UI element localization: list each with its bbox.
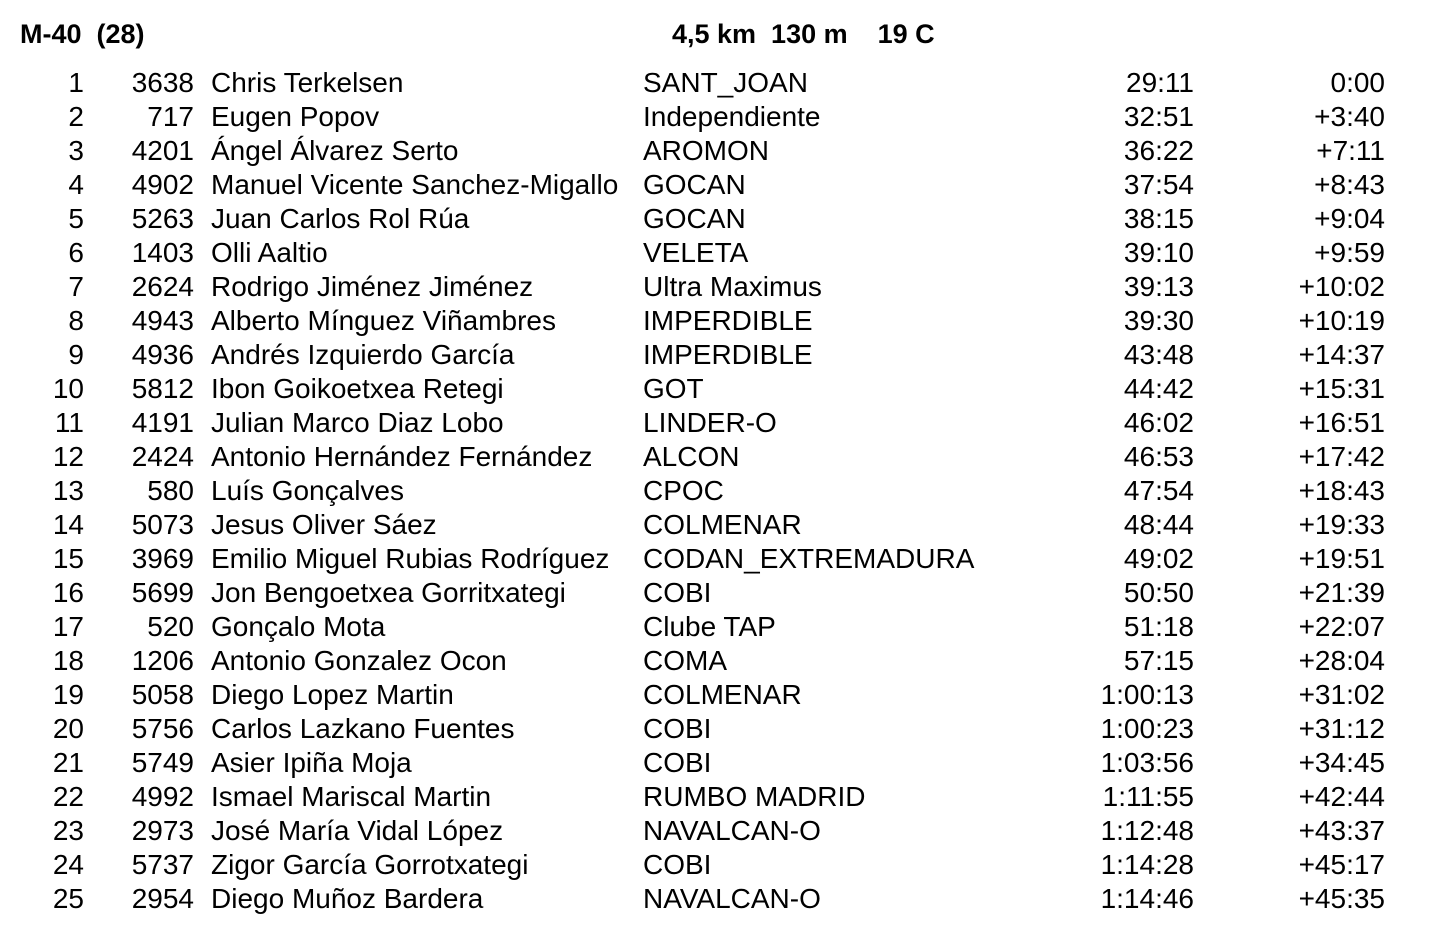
time-behind-cell: +10:19 (1298, 305, 1385, 336)
results-header (0, 14, 1442, 54)
result-row (0, 440, 1442, 474)
time-behind-cell: +7:11 (1316, 135, 1385, 166)
runner-name-cell: Jesus Oliver Sáez (211, 509, 437, 540)
club-cell: COBI (643, 577, 712, 608)
finish-time-cell: 37:54 (1123, 169, 1194, 200)
position-cell: 9 (68, 339, 84, 370)
finish-time-cell: 1:03:56 (1100, 747, 1194, 778)
result-row (0, 202, 1442, 236)
result-row (0, 372, 1442, 406)
bib-number-cell: 4191 (131, 407, 194, 438)
finish-time-cell: 29:11 (1126, 67, 1194, 98)
bib-number-cell: 520 (147, 611, 194, 642)
club-cell: SANT_JOAN (643, 67, 808, 98)
club-cell: GOT (643, 373, 704, 404)
position-cell: 6 (68, 237, 84, 268)
result-row (0, 134, 1442, 168)
club-cell: LINDER-O (643, 407, 777, 438)
course-info: 4,5 km 130 m 19 C (672, 19, 935, 49)
club-cell: COBI (643, 713, 712, 744)
bib-number-cell: 2624 (131, 271, 194, 302)
bib-number-cell: 5058 (131, 679, 194, 710)
runner-name-cell: Diego Lopez Martin (211, 679, 454, 710)
club-cell: Ultra Maximus (643, 271, 822, 302)
bib-number-cell: 3969 (131, 543, 194, 574)
finish-time-cell: 39:30 (1123, 305, 1194, 336)
runner-name-cell: José María Vidal López (211, 815, 504, 846)
time-behind-cell: +31:12 (1298, 713, 1385, 744)
runner-name-cell: Alberto Mínguez Viñambres (211, 305, 556, 336)
time-behind-cell: +43:37 (1298, 815, 1385, 846)
runner-name-cell: Luís Gonçalves (211, 475, 404, 506)
result-row (0, 168, 1442, 202)
position-cell: 21 (52, 747, 84, 778)
time-behind-cell: +19:51 (1298, 543, 1385, 574)
position-cell: 5 (68, 203, 84, 234)
result-row (0, 304, 1442, 338)
club-cell: COMA (643, 645, 727, 676)
runner-name-cell: Olli Aaltio (211, 237, 328, 268)
club-cell: IMPERDIBLE (643, 339, 813, 370)
runner-name-cell: Eugen Popov (211, 101, 380, 132)
runner-name-cell: Asier Ipiña Moja (211, 747, 412, 778)
position-cell: 1 (68, 67, 84, 98)
position-cell: 10 (52, 373, 84, 404)
finish-time-cell: 1:11:55 (1102, 781, 1194, 812)
time-behind-cell: 0:00 (1330, 67, 1385, 98)
runner-name-cell: Ángel Álvarez Serto (211, 135, 459, 166)
position-cell: 11 (54, 407, 84, 438)
time-behind-cell: +18:43 (1298, 475, 1385, 506)
time-behind-cell: +3:40 (1314, 101, 1385, 132)
club-cell: RUMBO MADRID (643, 781, 866, 812)
position-cell: 18 (52, 645, 84, 676)
runner-name-cell: Manuel Vicente Sanchez-Migallo (211, 169, 619, 200)
runner-name-cell: Gonçalo Mota (211, 611, 386, 642)
time-behind-cell: +22:07 (1298, 611, 1385, 642)
position-cell: 7 (68, 271, 84, 302)
club-cell: IMPERDIBLE (643, 305, 813, 336)
time-behind-cell: +17:42 (1298, 441, 1385, 472)
club-cell: COBI (643, 849, 712, 880)
position-cell: 20 (52, 713, 84, 744)
bib-number-cell: 2424 (131, 441, 194, 472)
club-cell: VELETA (643, 237, 749, 268)
finish-time-cell: 38:15 (1123, 203, 1194, 234)
time-behind-cell: +21:39 (1298, 577, 1385, 608)
position-cell: 2 (68, 101, 84, 132)
finish-time-cell: 43:48 (1123, 339, 1194, 370)
bib-number-cell: 1206 (131, 645, 194, 676)
club-cell: GOCAN (643, 169, 746, 200)
result-row (0, 338, 1442, 372)
position-cell: 4 (68, 169, 84, 200)
runner-name-cell: Andrés Izquierdo García (211, 339, 515, 370)
result-row (0, 644, 1442, 678)
runner-name-cell: Carlos Lazkano Fuentes (211, 713, 515, 744)
result-row (0, 746, 1442, 780)
result-row (0, 66, 1442, 100)
result-row (0, 542, 1442, 576)
finish-time-cell: 44:42 (1123, 373, 1194, 404)
time-behind-cell: +14:37 (1298, 339, 1385, 370)
bib-number-cell: 4943 (131, 305, 194, 336)
result-row (0, 848, 1442, 882)
runner-name-cell: Rodrigo Jiménez Jiménez (211, 271, 534, 302)
time-behind-cell: +45:35 (1298, 883, 1385, 914)
runner-name-cell: Chris Terkelsen (211, 67, 404, 98)
results-table (0, 66, 1442, 916)
position-cell: 14 (52, 509, 84, 540)
bib-number-cell: 5263 (131, 203, 194, 234)
runner-name-cell: Ibon Goikoetxea Retegi (211, 373, 504, 404)
time-behind-cell: +15:31 (1298, 373, 1385, 404)
result-row (0, 882, 1442, 916)
time-behind-cell: +45:17 (1298, 849, 1385, 880)
position-cell: 12 (52, 441, 84, 472)
result-row (0, 508, 1442, 542)
time-behind-cell: +34:45 (1298, 747, 1385, 778)
bib-number-cell: 5073 (131, 509, 194, 540)
club-cell: Clube TAP (643, 611, 776, 642)
time-behind-cell: +8:43 (1314, 169, 1385, 200)
finish-time-cell: 57:15 (1123, 645, 1194, 676)
finish-time-cell: 39:13 (1123, 271, 1194, 302)
result-row (0, 406, 1442, 440)
club-cell: CPOC (643, 475, 724, 506)
result-row (0, 780, 1442, 814)
position-cell: 3 (68, 135, 84, 166)
finish-time-cell: 47:54 (1123, 475, 1194, 506)
result-row (0, 100, 1442, 134)
time-behind-cell: +9:59 (1314, 237, 1385, 268)
finish-time-cell: 1:00:23 (1100, 713, 1194, 744)
time-behind-cell: +9:04 (1314, 203, 1385, 234)
runner-name-cell: Ismael Mariscal Martin (211, 781, 492, 812)
category-title: M-40 (28) (20, 19, 145, 49)
runner-name-cell: Zigor García Gorrotxategi (211, 849, 529, 880)
finish-time-cell: 32:51 (1123, 101, 1194, 132)
club-cell: AROMON (643, 135, 769, 166)
position-cell: 15 (52, 543, 84, 574)
bib-number-cell: 1403 (131, 237, 194, 268)
bib-number-cell: 4992 (131, 781, 194, 812)
finish-time-cell: 1:14:28 (1100, 849, 1194, 880)
finish-time-cell: 51:18 (1123, 611, 1194, 642)
finish-time-cell: 1:00:13 (1100, 679, 1194, 710)
club-cell: ALCON (643, 441, 740, 472)
position-cell: 13 (52, 475, 84, 506)
position-cell: 19 (52, 679, 84, 710)
bib-number-cell: 5737 (131, 849, 194, 880)
position-cell: 23 (52, 815, 84, 846)
club-cell: NAVALCAN-O (643, 883, 821, 914)
position-cell: 8 (68, 305, 84, 336)
finish-time-cell: 1:12:48 (1100, 815, 1194, 846)
club-cell: COBI (643, 747, 712, 778)
bib-number-cell: 5699 (131, 577, 194, 608)
time-behind-cell: +19:33 (1298, 509, 1385, 540)
bib-number-cell: 4936 (131, 339, 194, 370)
finish-time-cell: 46:53 (1123, 441, 1194, 472)
finish-time-cell: 36:22 (1123, 135, 1194, 166)
bib-number-cell: 717 (147, 101, 194, 132)
bib-number-cell: 4201 (131, 135, 194, 166)
finish-time-cell: 39:10 (1123, 237, 1194, 268)
runner-name-cell: Diego Muñoz Bardera (211, 883, 484, 914)
position-cell: 25 (52, 883, 84, 914)
finish-time-cell: 50:50 (1123, 577, 1194, 608)
time-behind-cell: +28:04 (1298, 645, 1385, 676)
time-behind-cell: +42:44 (1298, 781, 1385, 812)
bib-number-cell: 5812 (131, 373, 194, 404)
club-cell: COLMENAR (643, 509, 802, 540)
runner-name-cell: Emilio Miguel Rubias Rodríguez (211, 543, 610, 574)
result-row (0, 814, 1442, 848)
bib-number-cell: 3638 (131, 67, 194, 98)
bib-number-cell: 2954 (131, 883, 194, 914)
position-cell: 24 (52, 849, 84, 880)
bib-number-cell: 4902 (131, 169, 194, 200)
bib-number-cell: 5749 (131, 747, 194, 778)
finish-time-cell: 46:02 (1123, 407, 1194, 438)
runner-name-cell: Julian Marco Diaz Lobo (211, 407, 504, 438)
time-behind-cell: +31:02 (1298, 679, 1385, 710)
time-behind-cell: +16:51 (1298, 407, 1385, 438)
result-row (0, 236, 1442, 270)
club-cell: GOCAN (643, 203, 746, 234)
result-row (0, 474, 1442, 508)
result-row (0, 678, 1442, 712)
club-cell: Independiente (643, 101, 821, 132)
position-cell: 22 (52, 781, 84, 812)
finish-time-cell: 1:14:46 (1100, 883, 1194, 914)
result-row (0, 270, 1442, 304)
bib-number-cell: 2973 (131, 815, 194, 846)
bib-number-cell: 5756 (131, 713, 194, 744)
finish-time-cell: 49:02 (1123, 543, 1194, 574)
runner-name-cell: Antonio Gonzalez Ocon (211, 645, 507, 676)
result-row (0, 712, 1442, 746)
position-cell: 16 (52, 577, 84, 608)
bib-number-cell: 580 (147, 475, 194, 506)
finish-time-cell: 48:44 (1123, 509, 1194, 540)
club-cell: NAVALCAN-O (643, 815, 821, 846)
runner-name-cell: Juan Carlos Rol Rúa (211, 203, 470, 234)
result-row (0, 576, 1442, 610)
result-row (0, 610, 1442, 644)
position-cell: 17 (52, 611, 84, 642)
club-cell: COLMENAR (643, 679, 802, 710)
runner-name-cell: Jon Bengoetxea Gorritxategi (211, 577, 566, 608)
club-cell: CODAN_EXTREMADURA (643, 543, 975, 574)
time-behind-cell: +10:02 (1298, 271, 1385, 302)
runner-name-cell: Antonio Hernández Fernández (211, 441, 593, 472)
